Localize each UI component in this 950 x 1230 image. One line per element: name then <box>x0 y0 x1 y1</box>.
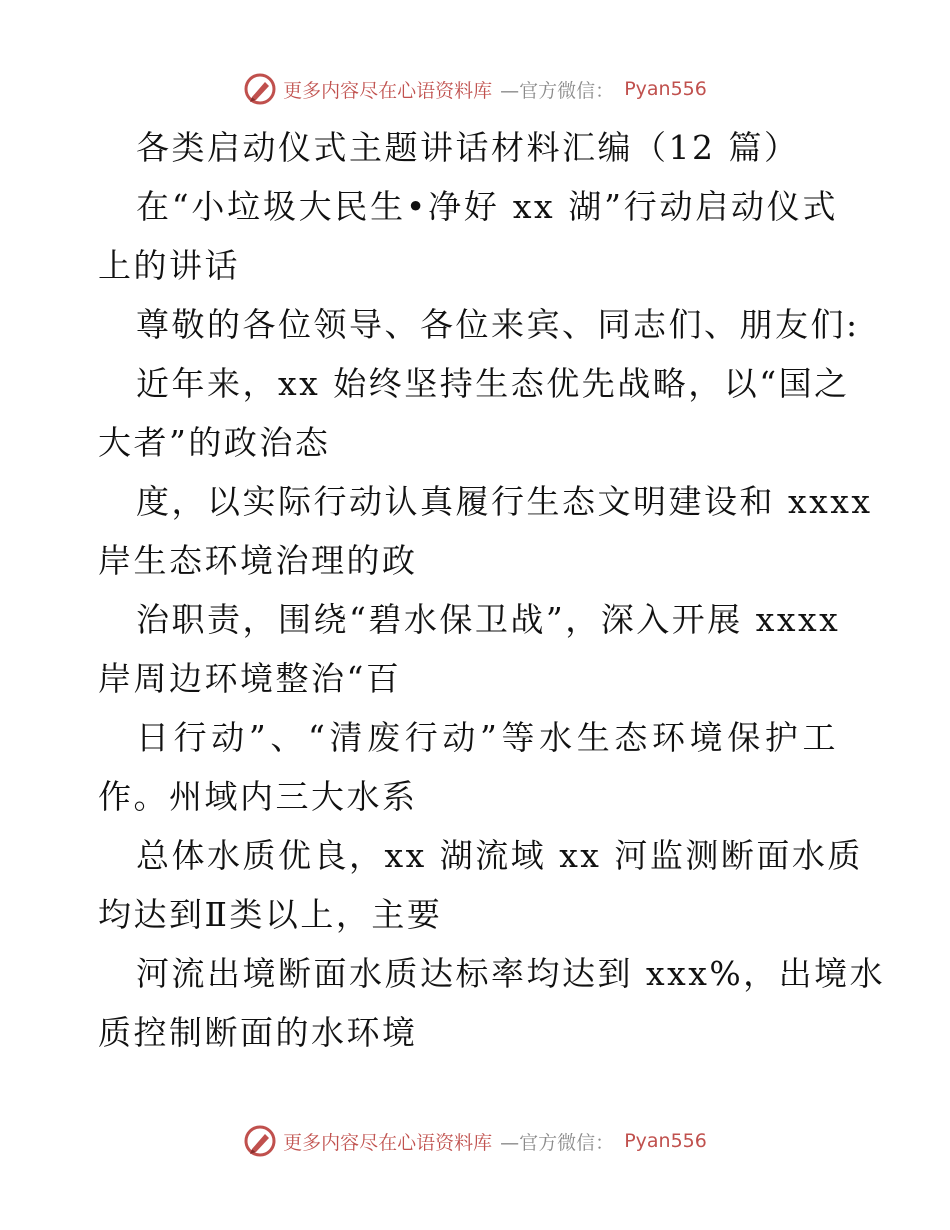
watermark-text: 更多内容尽在心语资料库 <box>283 1131 493 1154</box>
body-text-line: 上的讲话 <box>98 246 240 285</box>
document-title-line: 各类启动仪式主题讲话材料汇编（12 篇） <box>136 128 800 167</box>
watermark-separator: —官方微信： <box>500 79 615 102</box>
watermark-wechat-id: Pyan556 <box>624 78 707 100</box>
body-text-line: 尊敬的各位领导、各位来宾、同志们、朋友们: <box>136 305 860 344</box>
body-text-line: 质控制断面的水环境 <box>98 1013 418 1052</box>
watermark-separator: —官方微信： <box>500 1131 615 1154</box>
pen-logo-icon <box>243 72 277 106</box>
body-text-line: 度，以实际行动认真履行生态文明建设和 xxxx <box>136 482 873 521</box>
body-text-line: 近年来，xx 始终坚持生态优先战略，以“国之 <box>136 364 850 403</box>
body-text-line: 大者”的政治态 <box>98 423 331 462</box>
watermark-wechat-id: Pyan556 <box>624 1130 707 1152</box>
body-text-line: 作。州域内三大水系 <box>98 777 418 816</box>
body-text-line: 岸生态环境治理的政 <box>98 541 418 580</box>
pen-logo-icon <box>243 1124 277 1158</box>
body-text-line: 总体水质优良，xx 湖流域 xx 河监测断面水质 <box>136 836 863 875</box>
body-text-line: 岸周边环境整治“百 <box>98 659 402 698</box>
body-text-line: 治职责，围绕“碧水保卫战”，深入开展 xxxx <box>136 600 841 639</box>
header-watermark <box>0 72 950 106</box>
body-text-line: 均达到Ⅱ类以上，主要 <box>98 895 443 934</box>
body-text-line: 在“小垃圾大民生•净好 xx 湖”行动启动仪式 <box>136 187 838 226</box>
body-text-line: 河流出境断面水质达标率均达到 xxx%，出境水 <box>136 954 886 993</box>
body-text-line: 日行动”、“清废行动”等水生态环境保护工 <box>136 718 838 757</box>
footer-watermark <box>0 1124 950 1158</box>
document-body <box>98 118 886 1062</box>
watermark-text: 更多内容尽在心语资料库 <box>283 79 493 102</box>
